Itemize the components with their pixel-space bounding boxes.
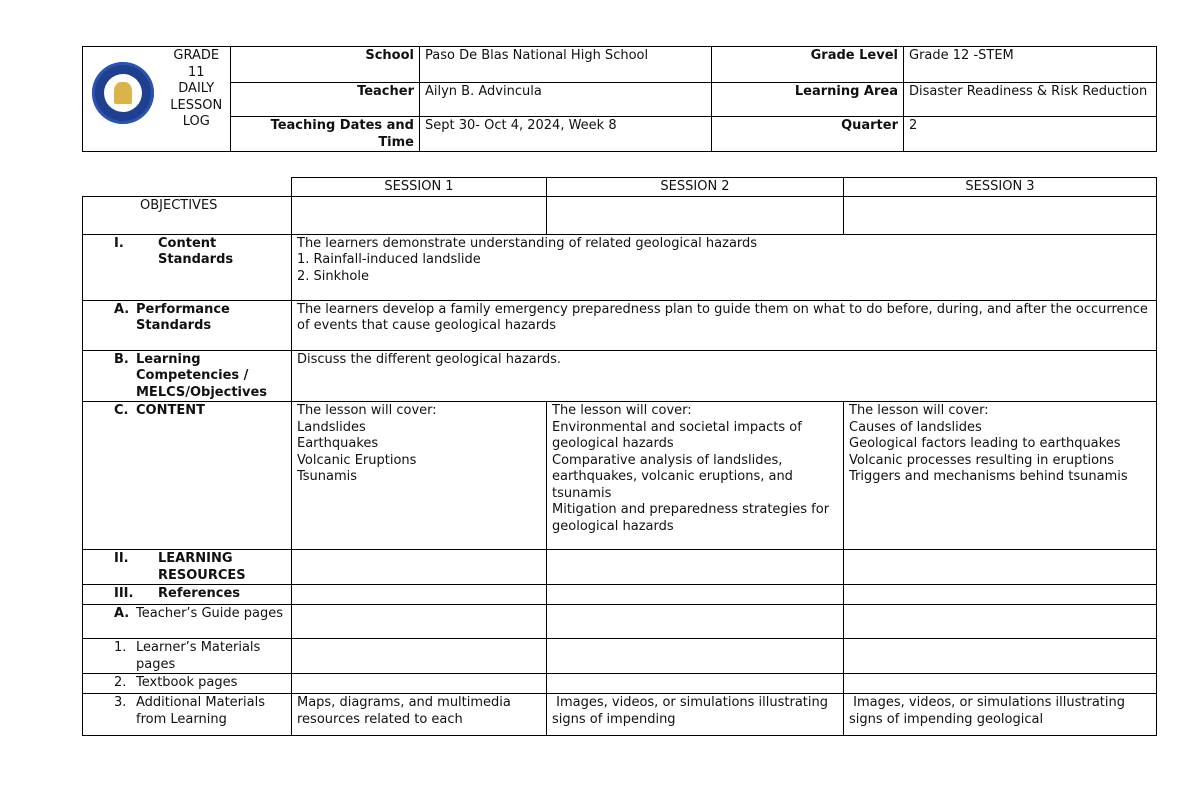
objectives-session-1	[292, 196, 547, 234]
deped-seal-logo	[92, 62, 154, 124]
row-marker: 2.	[114, 675, 127, 690]
learners-materials-session-3	[844, 639, 1157, 674]
grade-level-value: Grade 12 -STEM	[904, 47, 1157, 83]
content-standards-line: 1. Rainfall-induced landslide	[297, 252, 481, 267]
content-line: Volcanic processes resulting in eruptions	[849, 452, 1115, 468]
performance-standards-label: Performance Standards	[136, 301, 230, 333]
row-marker: A.	[114, 606, 130, 621]
content-label: CONTENT	[136, 403, 205, 418]
corner-cell	[83, 178, 292, 197]
content-line: Geological factors leading to earthquakes	[849, 436, 1121, 451]
header-table	[82, 46, 1157, 152]
learning-resources-session-3	[844, 550, 1157, 585]
textbook-session-2	[547, 674, 844, 694]
additional-materials-session-2: Images, videos, or simulations illustrating signs of impending	[547, 694, 844, 736]
row-marker: I.	[114, 235, 124, 251]
references-session-1	[292, 585, 547, 605]
learning-resources-label-cell	[83, 550, 292, 585]
teachers-guide-label: Teacher’s Guide pages	[136, 606, 284, 621]
content-standards-label-cell	[83, 234, 292, 300]
row-marker: 3.	[114, 695, 127, 710]
performance-standards-text: The learners develop a family emergency preparedness plan to guide them on what to do before, during, and after the occurrence of events that cause geological hazards	[292, 300, 1157, 350]
quarter-value: 2	[904, 117, 1157, 152]
row-marker: B.	[114, 351, 129, 367]
teachers-guide-session-3	[844, 605, 1157, 639]
row-marker: A.	[114, 301, 130, 317]
references-label: References	[158, 586, 241, 601]
learners-materials-session-2	[547, 639, 844, 674]
learning-area-label: Learning Area	[712, 83, 904, 117]
learning-area-value: Disaster Readiness & Risk Reduction	[904, 83, 1157, 117]
content-session-3	[844, 402, 1157, 550]
content-line: Landslides	[297, 419, 366, 435]
learning-competencies-text: Discuss the different geological hazards.	[292, 350, 1157, 402]
dll-title-line: GRADE	[173, 48, 220, 63]
learning-competencies-label: Learning Competencies / MELCS/Objectives	[136, 351, 268, 400]
learners-materials-label-cell	[83, 639, 292, 674]
additional-materials-label-cell	[83, 694, 292, 736]
teacher-label: Teacher	[231, 83, 420, 117]
objectives-label: OBJECTIVES	[83, 196, 292, 234]
teachers-guide-session-2	[547, 605, 844, 639]
school-label: School	[231, 47, 420, 83]
row-marker: II.	[114, 551, 129, 566]
additional-materials-session-3: Images, videos, or simulations illustrating signs of impending geological	[844, 694, 1157, 736]
content-session-2	[547, 402, 844, 550]
content-line: Causes of landslides	[849, 419, 982, 435]
references-session-3	[844, 585, 1157, 605]
teaching-dates-label: Teaching Dates and Time	[231, 117, 420, 152]
additional-materials-label: Additional Materials from Learning	[136, 695, 265, 727]
references-session-2	[547, 585, 844, 605]
textbook-label-cell	[83, 674, 292, 694]
school-value: Paso De Blas National High School	[420, 47, 712, 83]
teaching-dates-value: Sept 30- Oct 4, 2024, Week 8	[420, 117, 712, 152]
teachers-guide-session-1	[292, 605, 547, 639]
textbook-session-1	[292, 674, 547, 694]
grade-level-label: Grade Level	[712, 47, 904, 83]
content-standards-line: 2. Sinkhole	[297, 268, 369, 284]
row-marker: III.	[114, 586, 134, 601]
textbook-session-3	[844, 674, 1157, 694]
dll-title-line: LOG	[182, 114, 210, 129]
content-line: The lesson will cover:	[297, 403, 437, 418]
learning-resources-label: LEARNING RESOURCES	[158, 551, 246, 583]
teacher-value: Ailyn B. Advincula	[420, 83, 712, 117]
content-line: The lesson will cover:	[552, 403, 692, 418]
objectives-session-2	[547, 196, 844, 234]
references-label-cell	[83, 585, 292, 605]
performance-standards-label-cell	[83, 300, 292, 350]
content-label-cell	[83, 402, 292, 550]
row-marker: C.	[114, 403, 129, 418]
objectives-session-3	[844, 196, 1157, 234]
content-standards-text	[292, 234, 1157, 300]
teachers-guide-label-cell	[83, 605, 292, 639]
content-line: Earthquakes	[297, 436, 379, 451]
dll-title-line: LESSON	[170, 97, 223, 113]
content-line: Mitigation and preparedness strategies for geological hazards	[552, 502, 830, 534]
dll-title	[163, 47, 231, 152]
content-session-1	[292, 402, 547, 550]
content-line: Environmental and societal impacts of geological hazards	[552, 419, 802, 451]
learning-resources-session-1	[292, 550, 547, 585]
dll-title-line: 11	[187, 64, 205, 80]
deped-seal-cell	[83, 47, 163, 152]
session-2-header: SESSION 2	[547, 178, 844, 197]
quarter-label: Quarter	[712, 117, 904, 152]
content-line: Triggers and mechanisms behind tsunamis	[849, 469, 1128, 484]
session-3-header: SESSION 3	[844, 178, 1157, 197]
content-line: The lesson will cover:	[849, 403, 989, 418]
session-1-header: SESSION 1	[292, 178, 547, 197]
content-standards-line: The learners demonstrate understanding of related geological hazards	[297, 235, 758, 251]
lesson-log-table	[82, 177, 1157, 736]
additional-materials-session-1: Maps, diagrams, and multimedia resources related to each	[292, 694, 547, 736]
content-line: Volcanic Eruptions	[297, 452, 417, 468]
content-line: Comparative analysis of landslides, earthquakes, volcanic eruptions, and tsunamis	[552, 452, 793, 501]
textbook-label: Textbook pages	[136, 675, 238, 690]
learners-materials-session-1	[292, 639, 547, 674]
content-line: Tsunamis	[297, 469, 358, 484]
learners-materials-label: Learner’s Materials pages	[136, 640, 261, 672]
content-standards-label: Content Standards	[158, 235, 234, 267]
dll-title-line: DAILY	[178, 81, 215, 96]
learning-resources-session-2	[547, 550, 844, 585]
learning-competencies-label-cell	[83, 350, 292, 402]
row-marker: 1.	[114, 640, 127, 655]
